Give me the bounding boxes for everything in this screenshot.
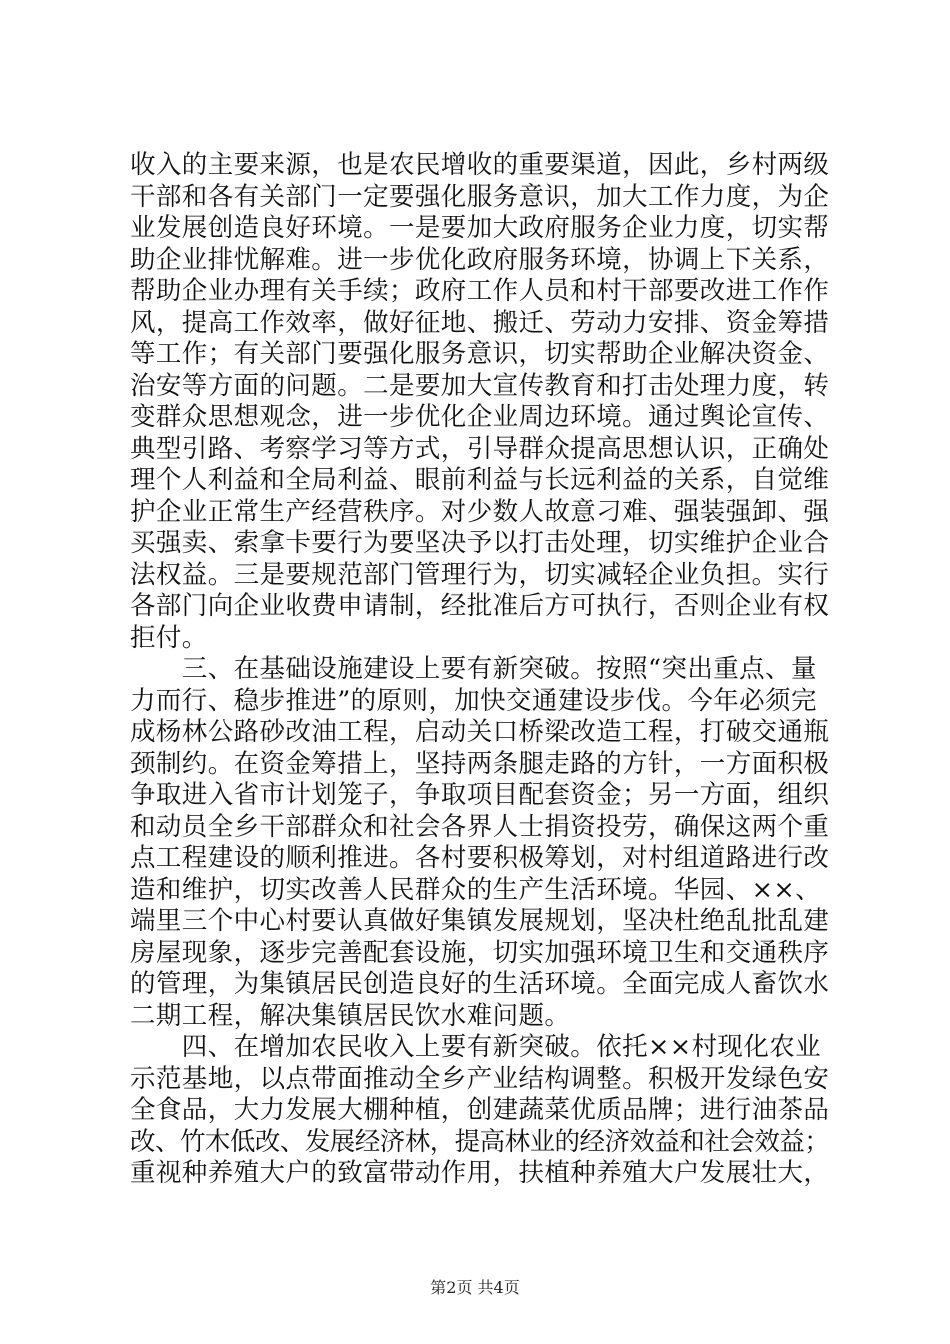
text-line: 房屋现象，逐步完善配套设施，切实加强环境卫生和交通秩序 [130,937,830,968]
text-line: 力而行、稳步推进”的原则，加快交通建设步伐。今年必须完 [130,685,817,716]
text-line: 收入的主要来源，也是农民增收的重要渠道，因此，乡村两级 [130,150,830,180]
text-line: 等工作；有关部门要强化服务意识，切实帮助企业解决资金、 [130,339,830,369]
text-line: 典型引路、考察学习等方式，引导群众提高思想认识，正确处 [130,433,830,464]
text-line: 成杨林公路砂改油工程，启动关口桥梁改造工程，打破交通瓶 [130,717,830,747]
text-line: 帮助企业办理有关手续；政府工作人员和村干部要改进工作作 [130,276,830,306]
text-line: 拒付。 [130,622,208,653]
text-line: 法权益。三是要规范部门管理行为，切实减轻企业负担。实行 [130,559,830,590]
text-line: 示范基地，以点带面推动全乡产业结构调整。积极开发绿色安 [130,1063,830,1094]
text-line: 变群众思想观念，进一步优化企业周边环境。通过舆论宣传、 [130,402,830,432]
text-line: 的管理，为集镇居民创造良好的生活环境。全面完成人畜饮水 [130,969,830,999]
text-line: 和动员全乡干部群众和社会各界人士捐资投劳，确保这两个重 [130,811,830,842]
page-footer: 第2页 共4页 [430,1278,520,1297]
text-line: 助企业排忧解难。进一步优化政府服务环境，协调上下关系， [130,244,830,275]
text-line: 改、竹木低改、发展经济林，提高林业的经济效益和社会效益； [130,1126,830,1157]
text-line: 点工程建设的顺利推进。各村要积极筹划，对村组道路进行改 [130,843,830,873]
text-line: 造和维护，切实改善人民群众的生产生活环境。华园、××、 [130,874,822,905]
text-line: 颈制约。在资金筹措上，坚持两条腿走路的方针，一方面积极 [130,748,830,779]
text-line: 风，提高工作效率，做好征地、搬迁、劳动力安排、资金筹措 [130,307,830,338]
text-line: 二期工程，解决集镇居民饮水难问题。 [130,1000,571,1031]
text-line: 干部和各有关部门一定要强化服务意识，加大工作力度，为企 [130,181,830,212]
body-text [130,150,830,1190]
text-line: 治安等方面的问题。二是要加大宣传教育和打击处理力度，转 [130,370,830,401]
text-line: 全食品，大力发展大棚种植，创建蔬菜优质品牌；进行油茶品 [130,1095,830,1125]
text-line: 理个人利益和全局利益、眼前利益与长远利益的关系，自觉维 [130,465,830,495]
text-line: 各部门向企业收费申请制，经批准后方可执行，否则企业有权 [130,591,830,621]
text-line: 三、在基础设施建设上要有新突破。按照“突出重点、量 [130,654,817,684]
text-line: 业发展创造良好环境。一是要加大政府服务企业力度，切实帮 [130,213,830,243]
text-line: 端里三个中心村要认真做好集镇发展规划，坚决杜绝乱批乱建 [130,906,830,936]
text-line: 重视种养殖大户的致富带动作用，扶植种养殖大户发展壮大， [130,1158,830,1188]
text-line: 四、在增加农民收入上要有新突破。依托××村现化农业 [130,1032,822,1062]
text-line: 争取进入省市计划笼子，争取项目配套资金；另一方面，组织 [130,780,830,810]
text-line: 护企业正常生产经营秩序。对少数人故意刁难、强装强卸、强 [130,496,830,527]
text-line: 买强卖、索拿卡要行为要坚决予以打击处理，切实维护企业合 [130,528,830,558]
